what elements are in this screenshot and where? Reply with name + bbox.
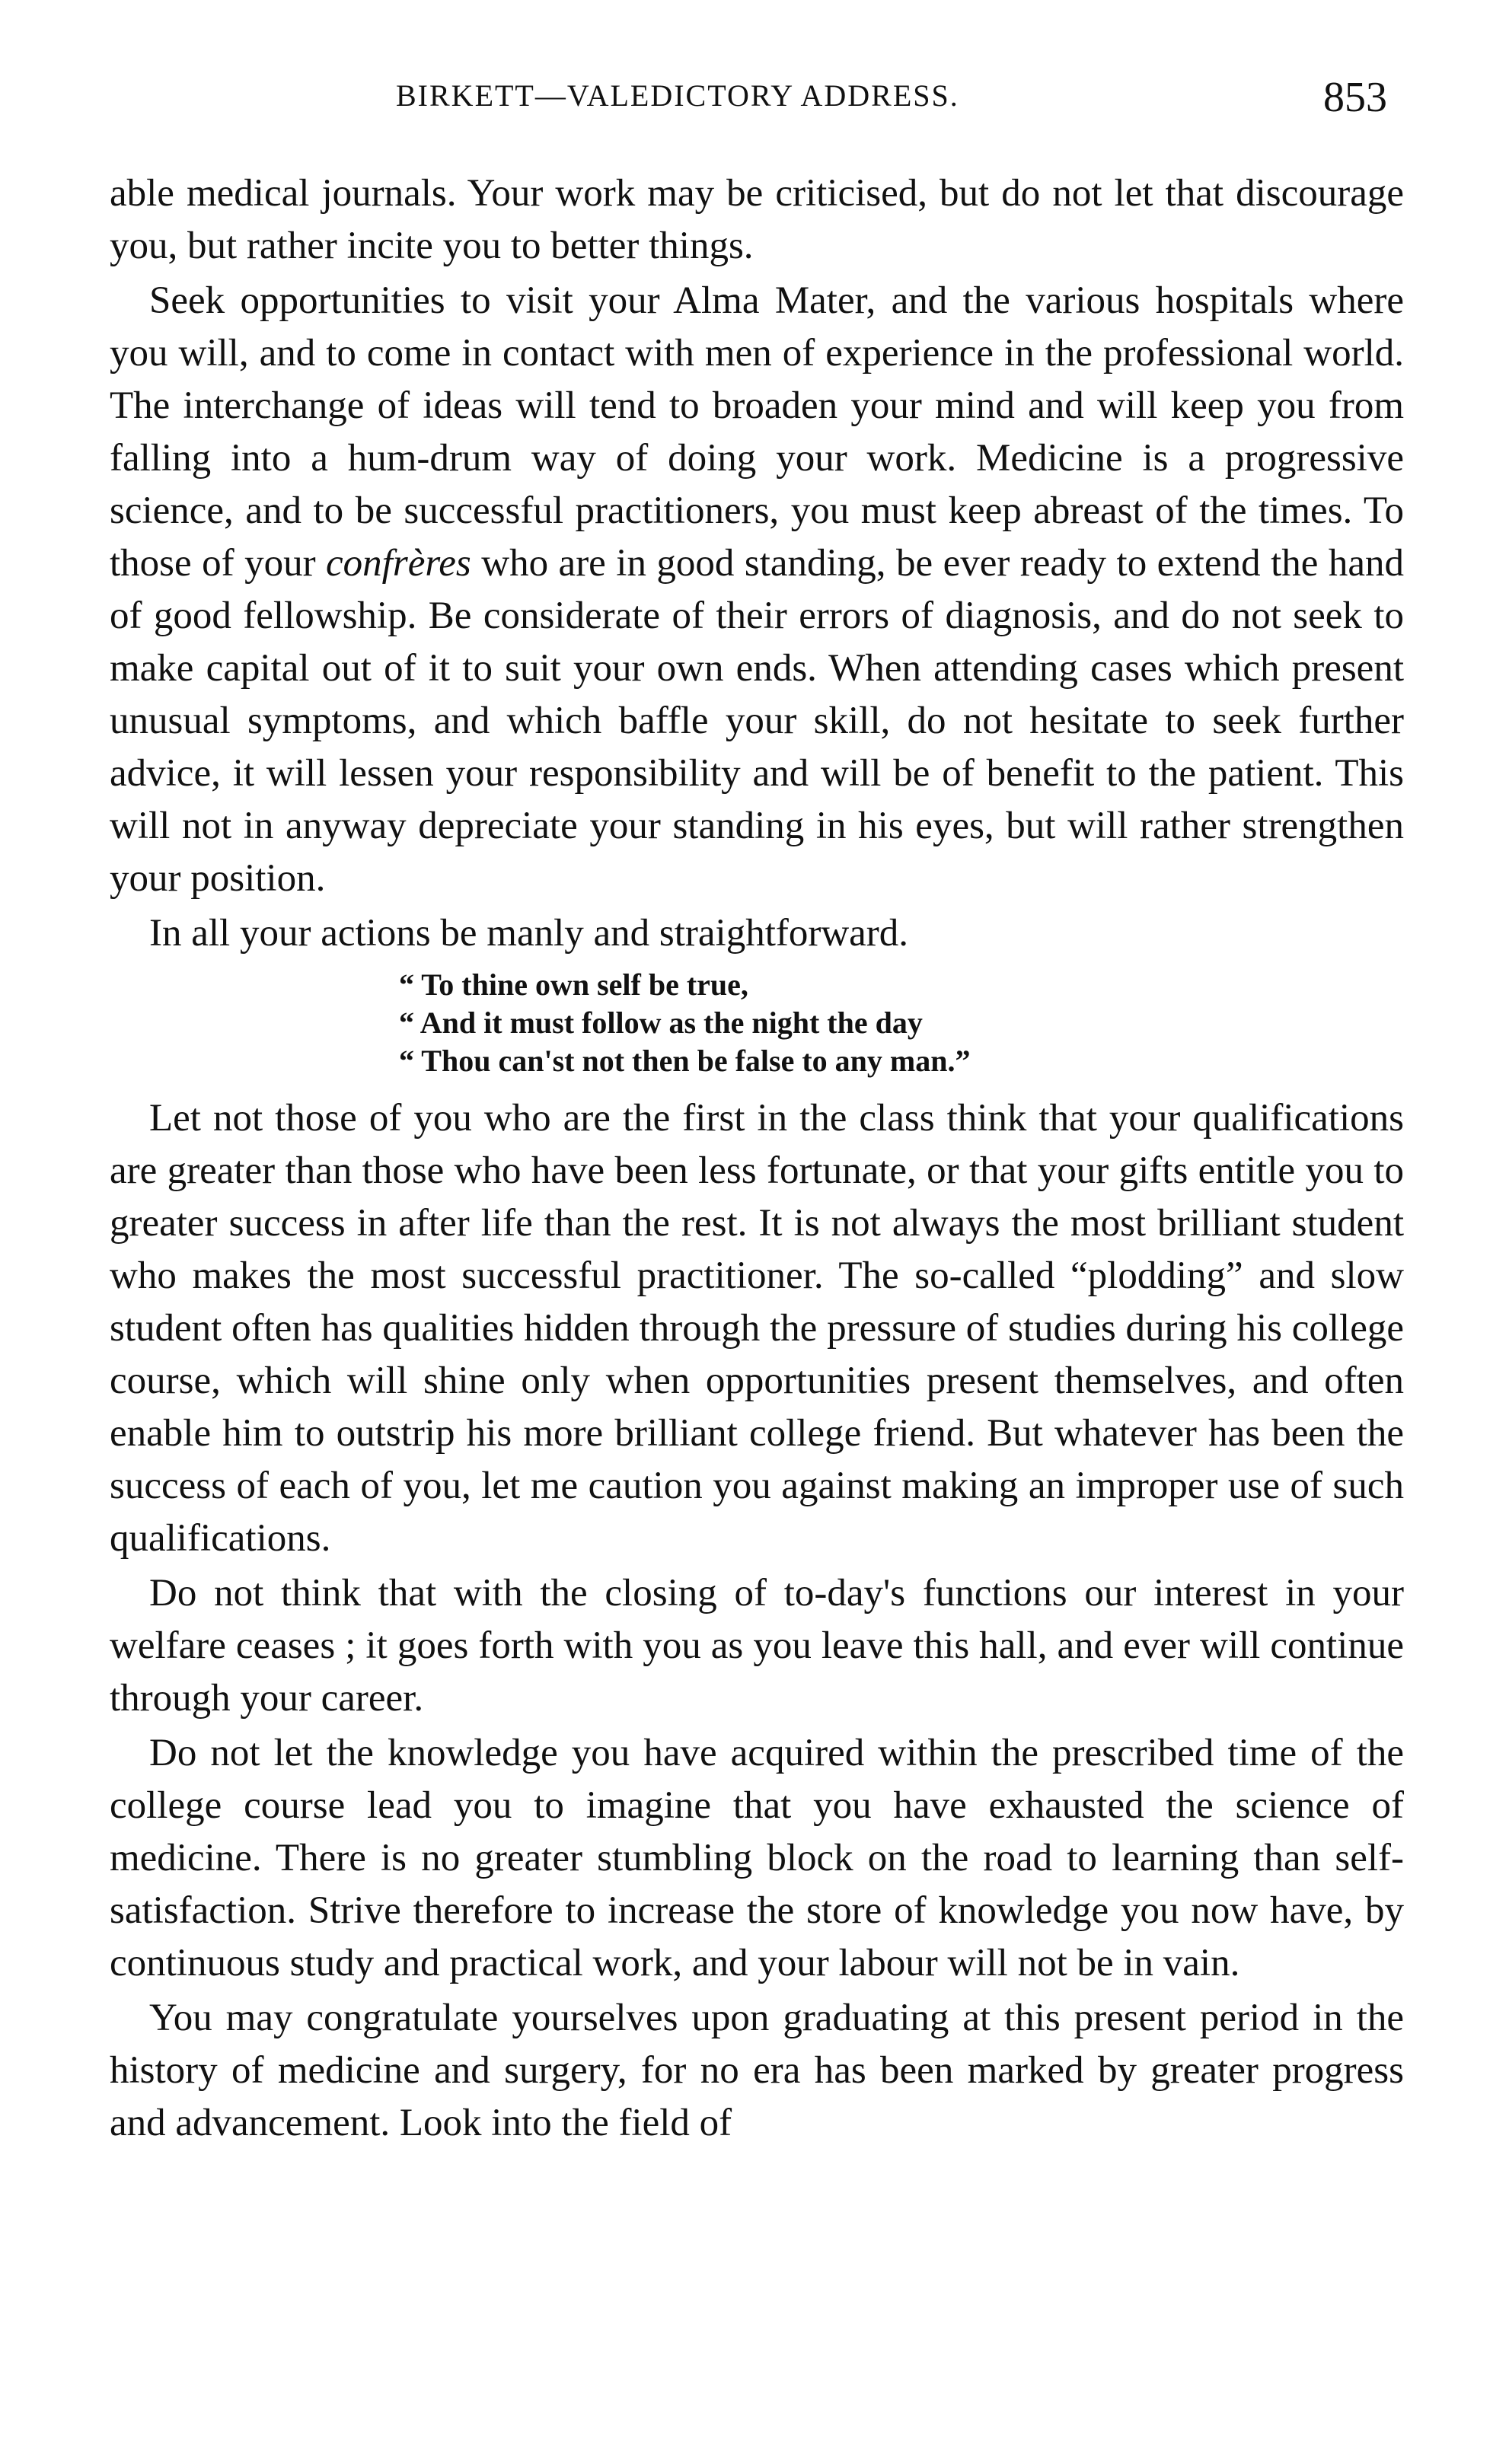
paragraph-welfare: Do not think that with the closing of to-day's functions our interest in your welfare ceases ; it goes forth with you as you leave this hall, and ever will continue through your career. [110, 1572, 1404, 1720]
paragraph-congratulate: You may congratulate yourselves upon graduating at this present period in the history of medicine and surgery, for no era has been marked by greater progress and advancement. Look into the field of [110, 1997, 1404, 2144]
paragraph-text: who are in good standing, be ever ready to extend the hand of good fellowship. Be considerate of their errors of diagnosis, and do not seek to make capital out of it to suit your own ends. When attending cases which present unusual symptoms, and which baffle your skill, do not hesitate to seek further advice, it will lessen your responsibility and will be of benefit to the patient. This will not in anyway depreciate your standing in his eyes, but will rather strengthen your position. [110, 542, 1404, 900]
quote-line: “ Thou can'st not then be false to any man.” [399, 1044, 971, 1078]
running-head [0, 74, 1509, 123]
quote-line: “ And it must follow as the night the day [399, 1006, 923, 1040]
paragraph-knowledge: Do not let the knowledge you have acquired within the prescribed time of the college course lead you to imagine that you have exhausted the science of medicine. There is no greater stumbling block on the road to learning than self-satisfaction. Strive therefore to increase the store of knowledge you now have, by continuous study and practical work, and your labour will not be in vain. [110, 1732, 1404, 1984]
block-quote [399, 966, 1404, 1080]
running-title: BIRKETT—VALEDICTORY ADDRESS. [396, 78, 959, 113]
paragraph-continuation: able medical journals. Your work may be criticised, but do not let that discourage you, but rather incite you to better things. [110, 172, 1404, 267]
paragraph-manly: In all your actions be manly and straightforward. [149, 912, 909, 955]
page-body [110, 167, 1404, 2152]
paragraph-text: Seek opportunities to visit your Alma Mater, and the various hospitals where you will, and to come in contact with men of experience in the professional world. The interchange of ideas will tend to broaden your mind and will keep you from falling into a hum-drum way of doing your work. Medicine is a progressive science, and to be successful practitioners, you must keep abreast of the times. To those of your [110, 279, 1404, 585]
page-number: 853 [1323, 74, 1387, 121]
italic-term: confrères [326, 542, 471, 585]
quote-line: “ To thine own self be true, [399, 967, 748, 1002]
paragraph-opportunities [110, 275, 1404, 905]
paragraph-class-rank: Let not those of you who are the first in the class think that your qualifications are greater than those who have been less fortunate, or that your gifts entitle you to greater success in after life than the rest. It is not always the most brilliant student who makes the most successful practitioner. The so-called “plodding” and slow student often has qualities hidden through the pressure of studies during his college course, which will shine only when opportunities present themselves, and often enable him to outstrip his more brilliant college friend. But whatever has been the success of each of you, let me caution you against making an improper use of such qualifications. [110, 1097, 1404, 1560]
